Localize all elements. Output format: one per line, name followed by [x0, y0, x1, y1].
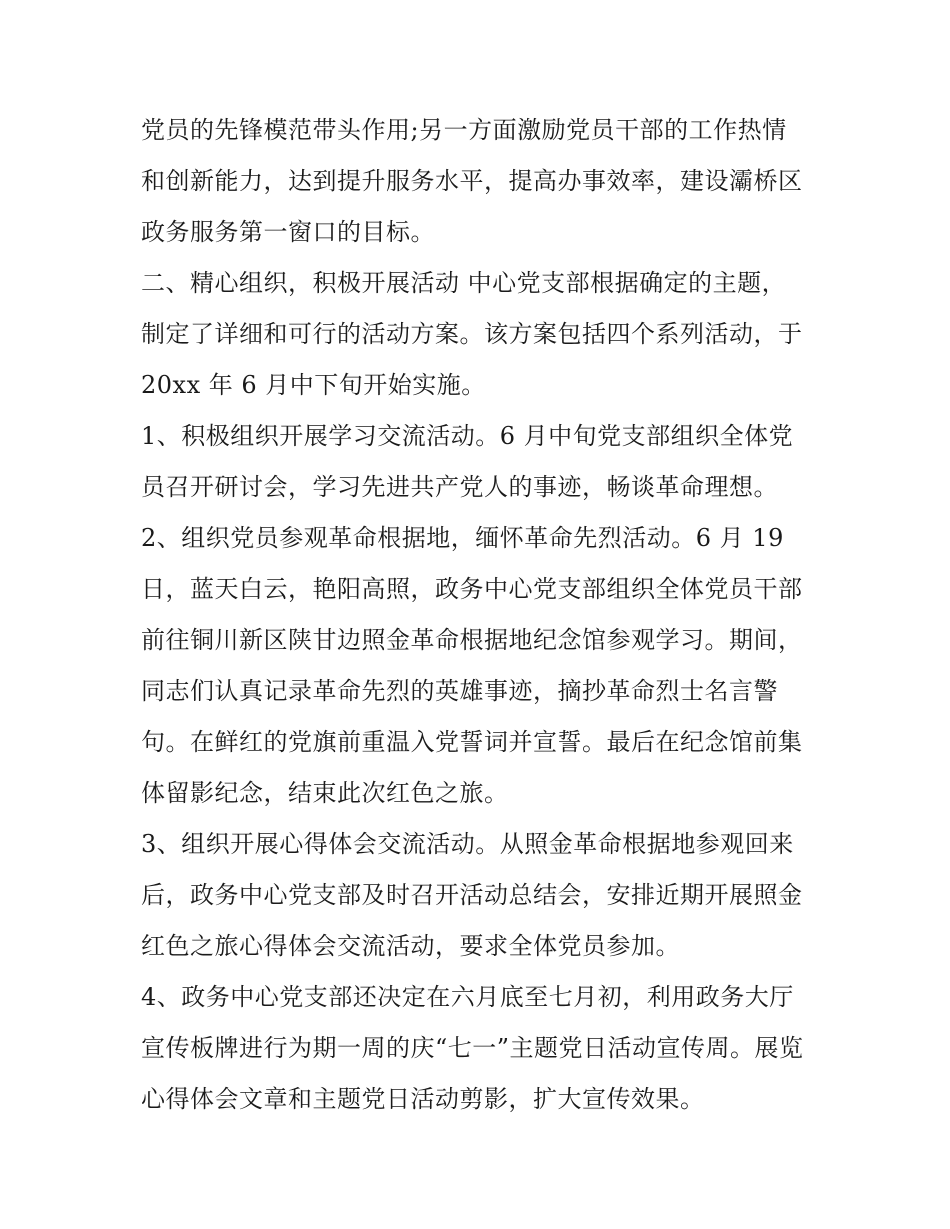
text-line: 政务服务第一窗口的目标。: [141, 218, 435, 246]
text-line: 制定了详细和可行的活动方案。该方案包括四个系列活动，于: [141, 320, 803, 348]
text-line: 前往铜川新区陕甘边照金革命根据地纪念馆参观学习。期间，: [141, 626, 803, 654]
text-line: 心得体会文章和主题党日活动剪影，扩大宣传效果。: [141, 1085, 705, 1113]
text-line: 句。在鲜红的党旗前重温入党誓词并宣誓。最后在纪念馆前集: [141, 728, 803, 756]
document-body: [141, 110, 821, 1130]
text-line: 3、组织开展心得体会交流活动。从照金革命根据地参观回来: [141, 830, 794, 858]
text-line: 红色之旅心得体会交流活动，要求全体党员参加。: [141, 932, 680, 960]
text-line: 日，蓝天白云，艳阳高照，政务中心党支部组织全体党员干部: [141, 575, 803, 603]
text-line: 后，政务中心党支部及时召开活动总结会，安排近期开展照金: [141, 881, 803, 909]
text-line: 1、积极组织开展学习交流活动。6 月中旬党支部组织全体党: [141, 422, 794, 450]
text-line: 和创新能力，达到提升服务水平，提高办事效率，建设灞桥区: [141, 167, 803, 195]
text-line: 同志们认真记录革命先烈的英雄事迹，摘抄革命烈士名言警: [141, 677, 778, 705]
text-line: 2、组织党员参观革命根据地，缅怀革命先烈活动。6 月 19: [141, 524, 784, 552]
text-line: 20xx 年 6 月中下旬开始实施。: [141, 371, 486, 399]
text-line: 员召开研讨会，学习先进共产党人的事迹，畅谈革命理想。: [141, 473, 778, 501]
text-line: 4、政务中心党支部还决定在六月底至七月初，利用政务大厅: [141, 983, 794, 1011]
text-line: 体留影纪念，结束此次红色之旅。: [141, 779, 509, 807]
text-line: 二、精心组织，积极开展活动 中心党支部根据确定的主题，: [141, 269, 787, 297]
text-line: 宣传板牌进行为期一周的庆“七一”主题党日活动宣传周。展览: [141, 1034, 804, 1062]
text-line: 党员的先锋模范带头作用;另一方面激励党员干部的工作热情: [141, 116, 787, 144]
